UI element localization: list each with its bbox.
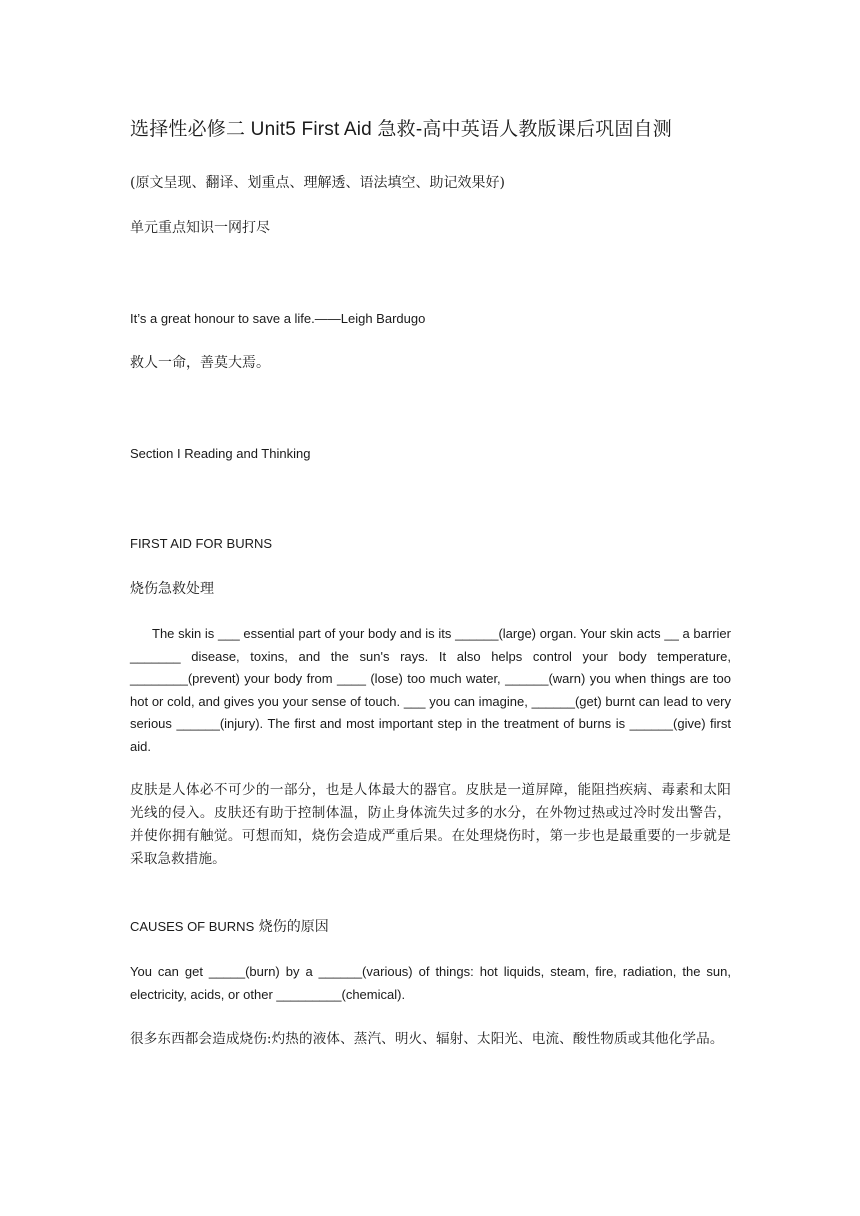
document-title: 选择性必修二 Unit5 First Aid 急救-高中英语人教版课后巩固自测 [130, 119, 672, 140]
quote-chinese: 救人一命，善莫大焉。 [130, 355, 270, 371]
document-subtitle: (原文呈现、翻译、划重点、理解透、语法填空、助记效果好) [130, 175, 505, 191]
section-intro: 单元重点知识一网打尽 [130, 220, 270, 236]
paragraph-2-chinese: 很多东西都会造成烧伤:灼热的液体、蒸汽、明火、辐射、太阳光、电流、酸性物质或其他化学品。 [130, 1031, 724, 1047]
causes-heading-chinese: 烧伤的原因 [258, 919, 329, 935]
paragraph-2-english: You can get _____(burn) by a ______(various) of things: hot liquids, steam, fire, radiation, the sun, electricity, acids, or other _________(chemical). [130, 964, 731, 1002]
passage-title-chinese: 烧伤急救处理 [130, 581, 214, 597]
section-heading: Section I Reading and Thinking [130, 446, 311, 461]
paragraph-1-chinese: 皮肤是人体必不可少的一部分，也是人体最大的器官。皮肤是一道屏障，能阻挡疾病、毒素和太阳光线的侵入。皮肤还有助于控制体温，防止身体流失过多的水分，在外物过热或过冷时发出警告，并使你拥有触觉。可想而知，烧伤会造成严重后果。在处理烧伤时，第一步也是最重要的一步就是采取急救措施。 [130, 782, 731, 867]
passage-title-english: FIRST AID FOR BURNS [130, 536, 273, 551]
causes-heading [130, 916, 731, 938]
paragraph-1-english: The skin is ___ essential part of your body and is its ______(large) organ. Your skin acts __ a barrier _______ disease, toxins, and the sun's rays. It also helps control your body temperature, ________(prevent) your body from ____ (lose) too much water, ______(warn) you when things are too hot or cold, and gives you your sense of touch. ___ you can imagine, ______(get) burnt can lead to very serious ______(injury). The first and most important step in the treatment of burns is ______(give) first aid. [130, 626, 731, 754]
causes-heading-english: CAUSES OF BURNS [130, 919, 255, 934]
quote-english: It’s a great honour to save a life.——Leigh Bardugo [130, 311, 426, 326]
